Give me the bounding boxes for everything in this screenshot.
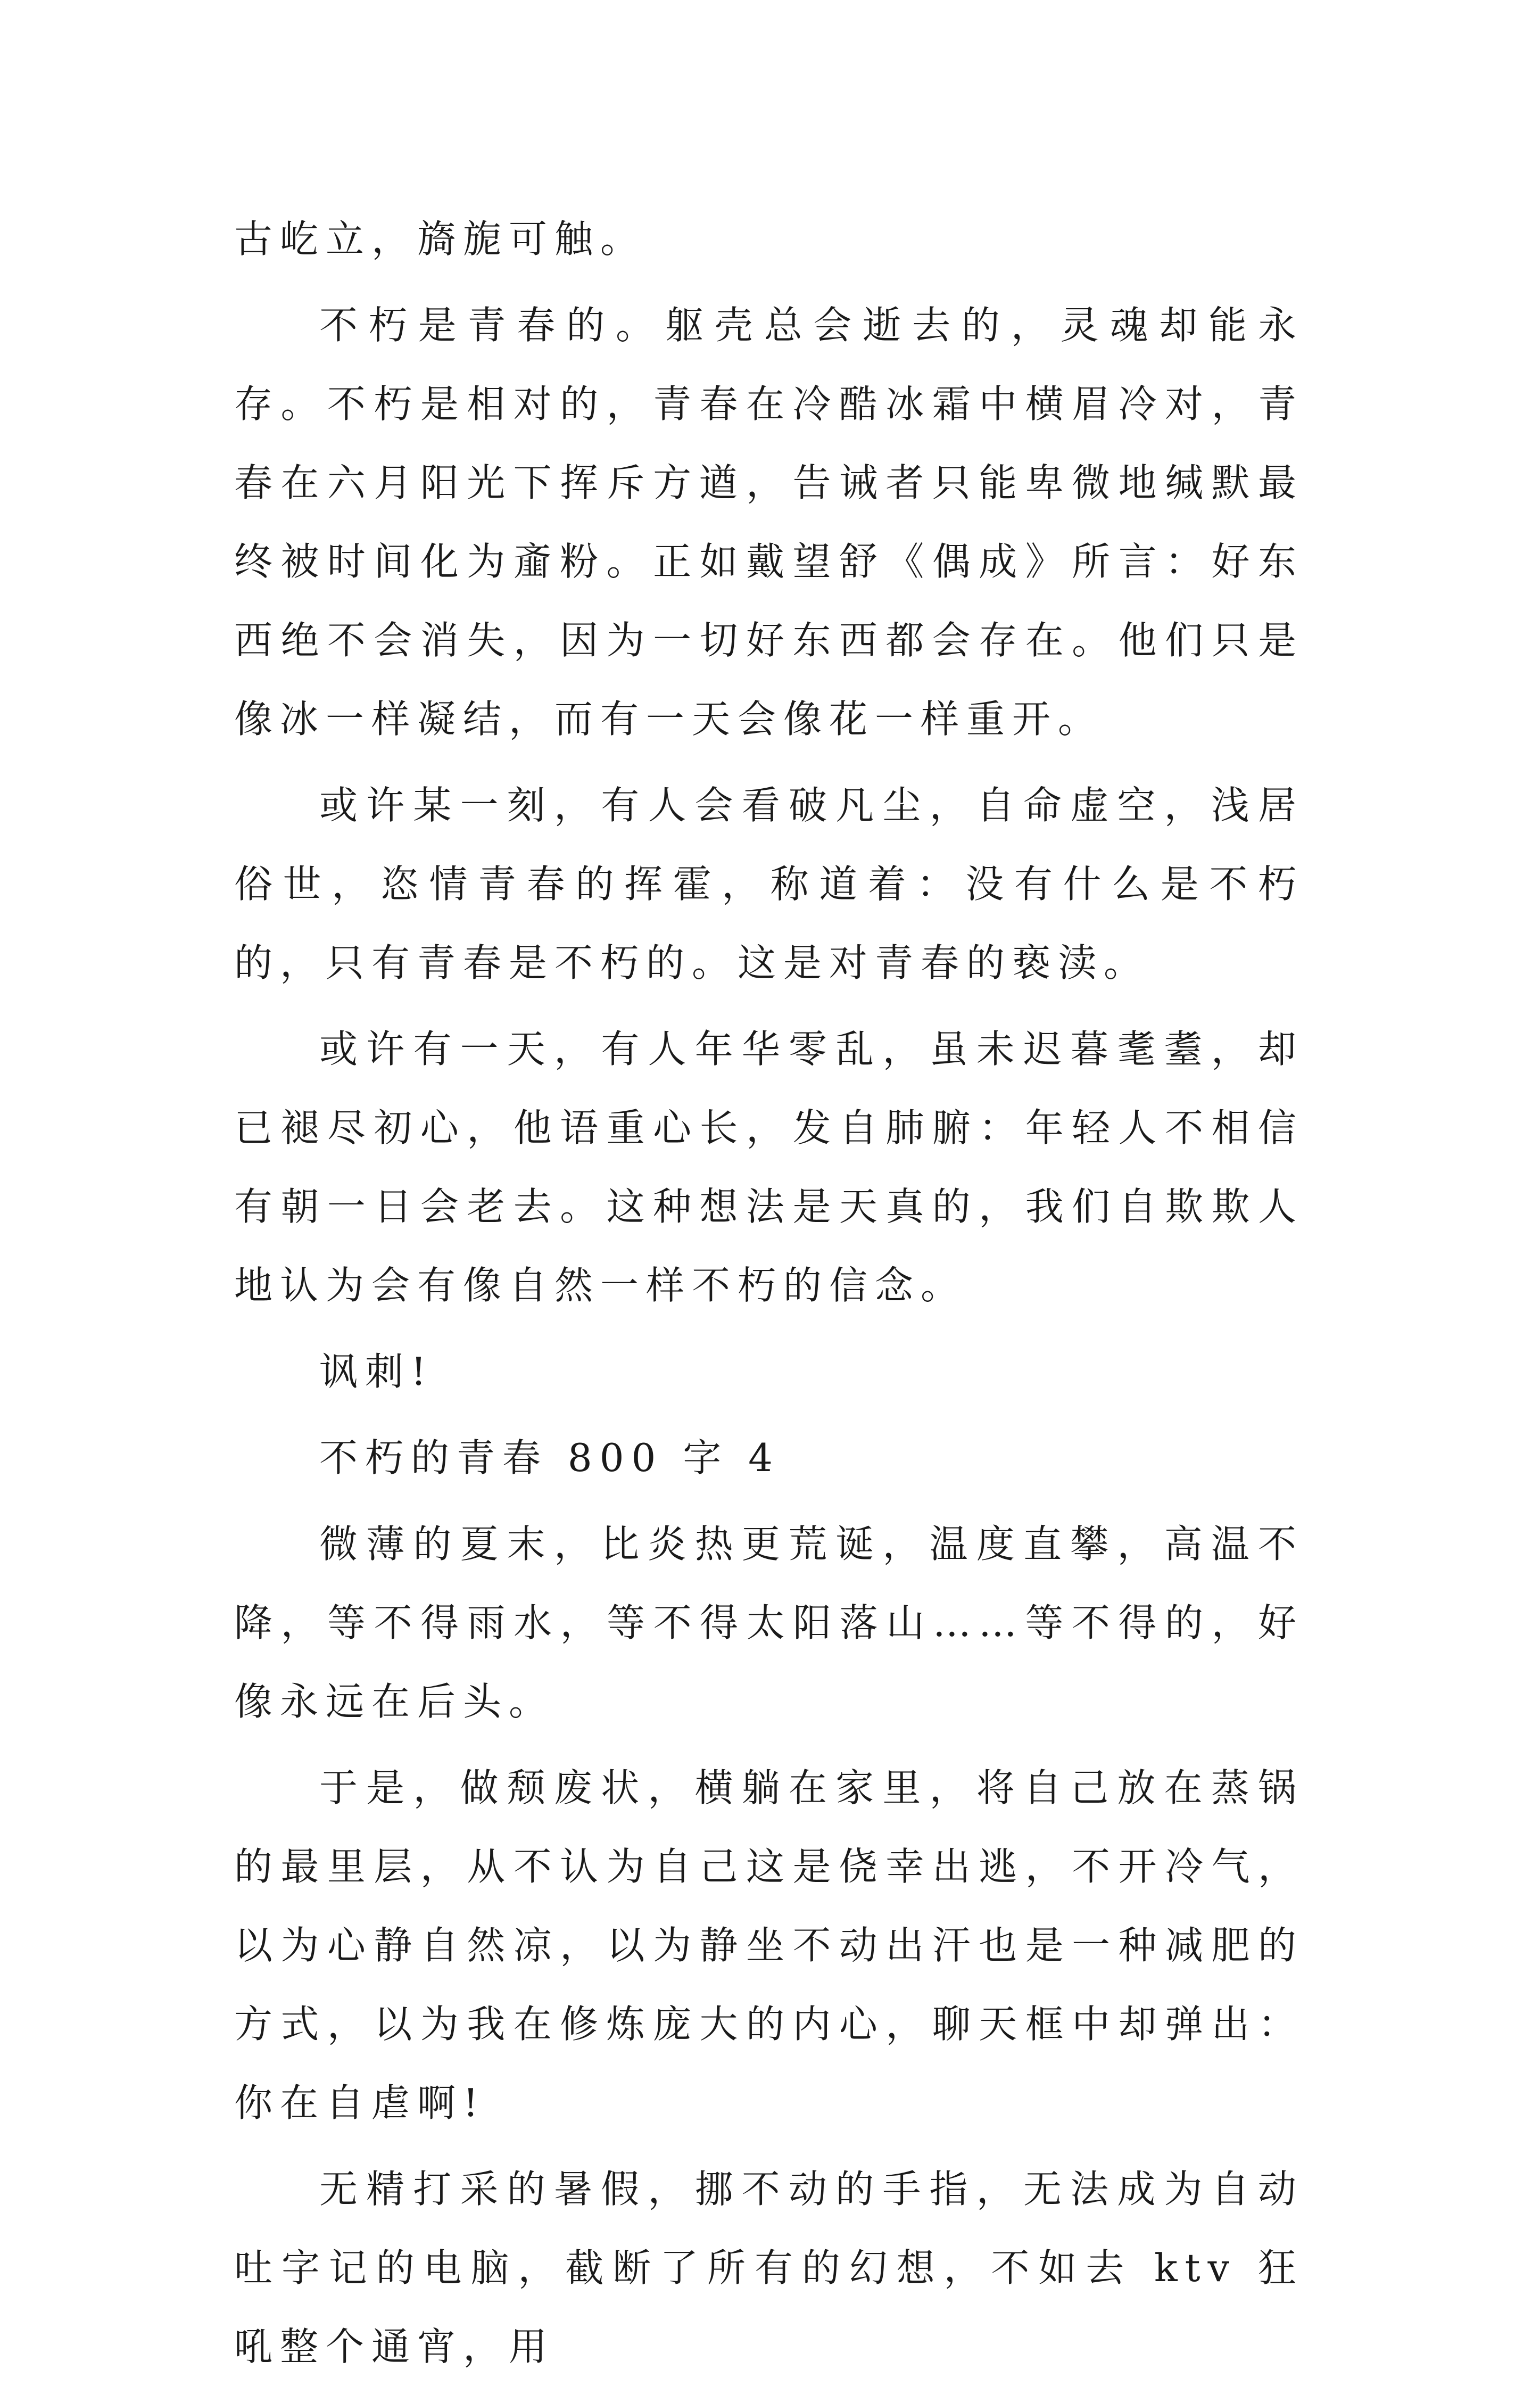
paragraph: 或许某一刻，有人会看破凡尘，自命虚空，浅居俗世，恣情青春的挥霍，称道着：没有什么是不朽的，只有青春是不朽的。这是对青春的亵渎。 (234, 783, 1304, 985)
document-body (234, 200, 1304, 2386)
paragraph: 不朽是青春的。躯壳总会逝去的，灵魂却能永存。不朽是相对的，青春在冷酷冰霜中横眉冷对，青春在六月阳光下挥斥方遒，告诫者只能卑微地缄默最终被时间化为齑粉。正如戴望舒《偶成》所言：好东西绝不会消失，因为一切好东西都会存在。他们只是像冰一样凝结，而有一天会像花一样重开。 (234, 303, 1304, 741)
paragraph: 或许有一天，有人年华零乱，虽未迟暮耄耋，却已褪尽初心，他语重心长，发自肺腑：年轻人不相信有朝一日会老去。这种想法是天真的，我们自欺欺人地认为会有像自然一样不朽的信念。 (234, 1027, 1304, 1308)
paragraph: 于是，做颓废状，横躺在家里，将自己放在蒸锅的最里层，从不认为自己这是侥幸出逃，不开冷气，以为心静自然凉，以为静坐不动出汗也是一种减肥的方式，以为我在修炼庞大的内心，聊天框中却弹出：你在自虐啊! (234, 1765, 1304, 2125)
paragraph: 无精打采的暑假，挪不动的手指，无法成为自动吐字记的电脑，截断了所有的幻想，不如去 ktv 狂吼整个通宵，用 (234, 2167, 1304, 2369)
section-heading: 不朽的青春 800 字 4 (319, 1435, 780, 1480)
paragraph: 讽刺! (319, 1349, 434, 1394)
paragraph-continuation: 古屹立，旖旎可触。 (234, 217, 647, 261)
paragraph: 微薄的夏末，比炎热更荒诞，温度直攀，高温不降，等不得雨水，等不得太阳落山……等不得的，好像永远在后头。 (234, 1522, 1304, 1724)
